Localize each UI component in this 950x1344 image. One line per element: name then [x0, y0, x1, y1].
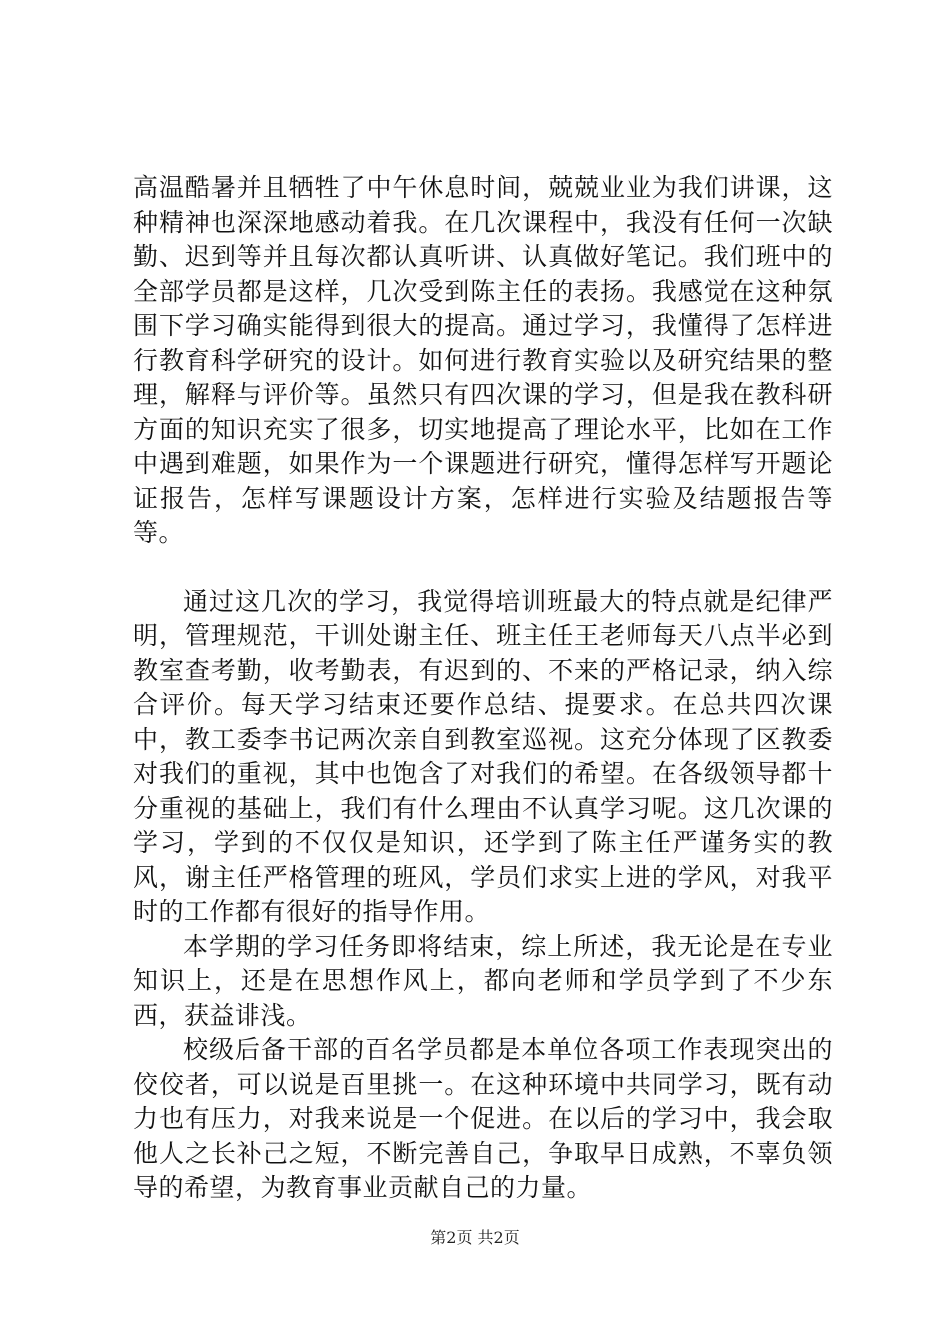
paragraph-semester-summary: 本学期的学习任务即将结束，综上所述，我无论是在专业知识上，还是在思想作风上，都向老师和学员学到了不少东西，获益诽浅。	[133, 931, 833, 1030]
document-body	[133, 171, 833, 1206]
paragraph-training-discipline: 通过这几次的学习，我觉得培训班最大的特点就是纪律严明，管理规范，干训处谢主任、班主任王老师每天八点半必到教室查考勤，收考勤表，有迟到的、不来的严格记录，纳入综合评价。每天学习结束还要作总结、提要求。在总共四次课中，教工委李书记两次亲自到教室巡视。这充分体现了区教委对我们的重视，其中也饱含了对我们的希望。在各级领导都十分重视的基础上，我们有什么理由不认真学习呢。这几次课的学习，学到的不仅仅是知识，还学到了陈主任严谨务实的教风，谢主任严格管理的班风，学员们求实上进的学风，对我平时的工作都有很好的指导作用。	[133, 586, 833, 926]
page-footer: 第2页 共2页	[430, 1228, 520, 1247]
paragraph-continuation: 高温酷暑并且牺牲了中午休息时间，兢兢业业为我们讲课，这种精神也深深地感动着我。在几次课程中，我没有任何一次缺勤、迟到等并且每次都认真听讲、认真做好笔记。我们班中的全部学员都是这样，几次受到陈主任的表扬。我感觉在这种氛围下学习确实能得到很大的提高。通过学习，我懂得了怎样进行教育科学研究的设计。如何进行教育实验以及研究结果的整理，解释与评价等。虽然只有四次课的学习，但是我在教科研方面的知识充实了很多，切实地提高了理论水平，比如在工作中遇到难题，如果作为一个课题进行研究，懂得怎样写开题论证报告，怎样写课题设计方案，怎样进行实验及结题报告等等。	[133, 173, 833, 547]
paragraph-gap	[133, 551, 833, 585]
paragraph-future-commitment: 校级后备干部的百名学员都是本单位各项工作表现突出的佼佼者，可以说是百里挑一。在这种环境中共同学习，既有动力也有压力，对我来说是一个促进。在以后的学习中，我会取他人之长补己之短，不断完善自己，争取早日成熟，不辜负领导的希望，为教育事业贡献自己的力量。	[133, 1035, 833, 1202]
